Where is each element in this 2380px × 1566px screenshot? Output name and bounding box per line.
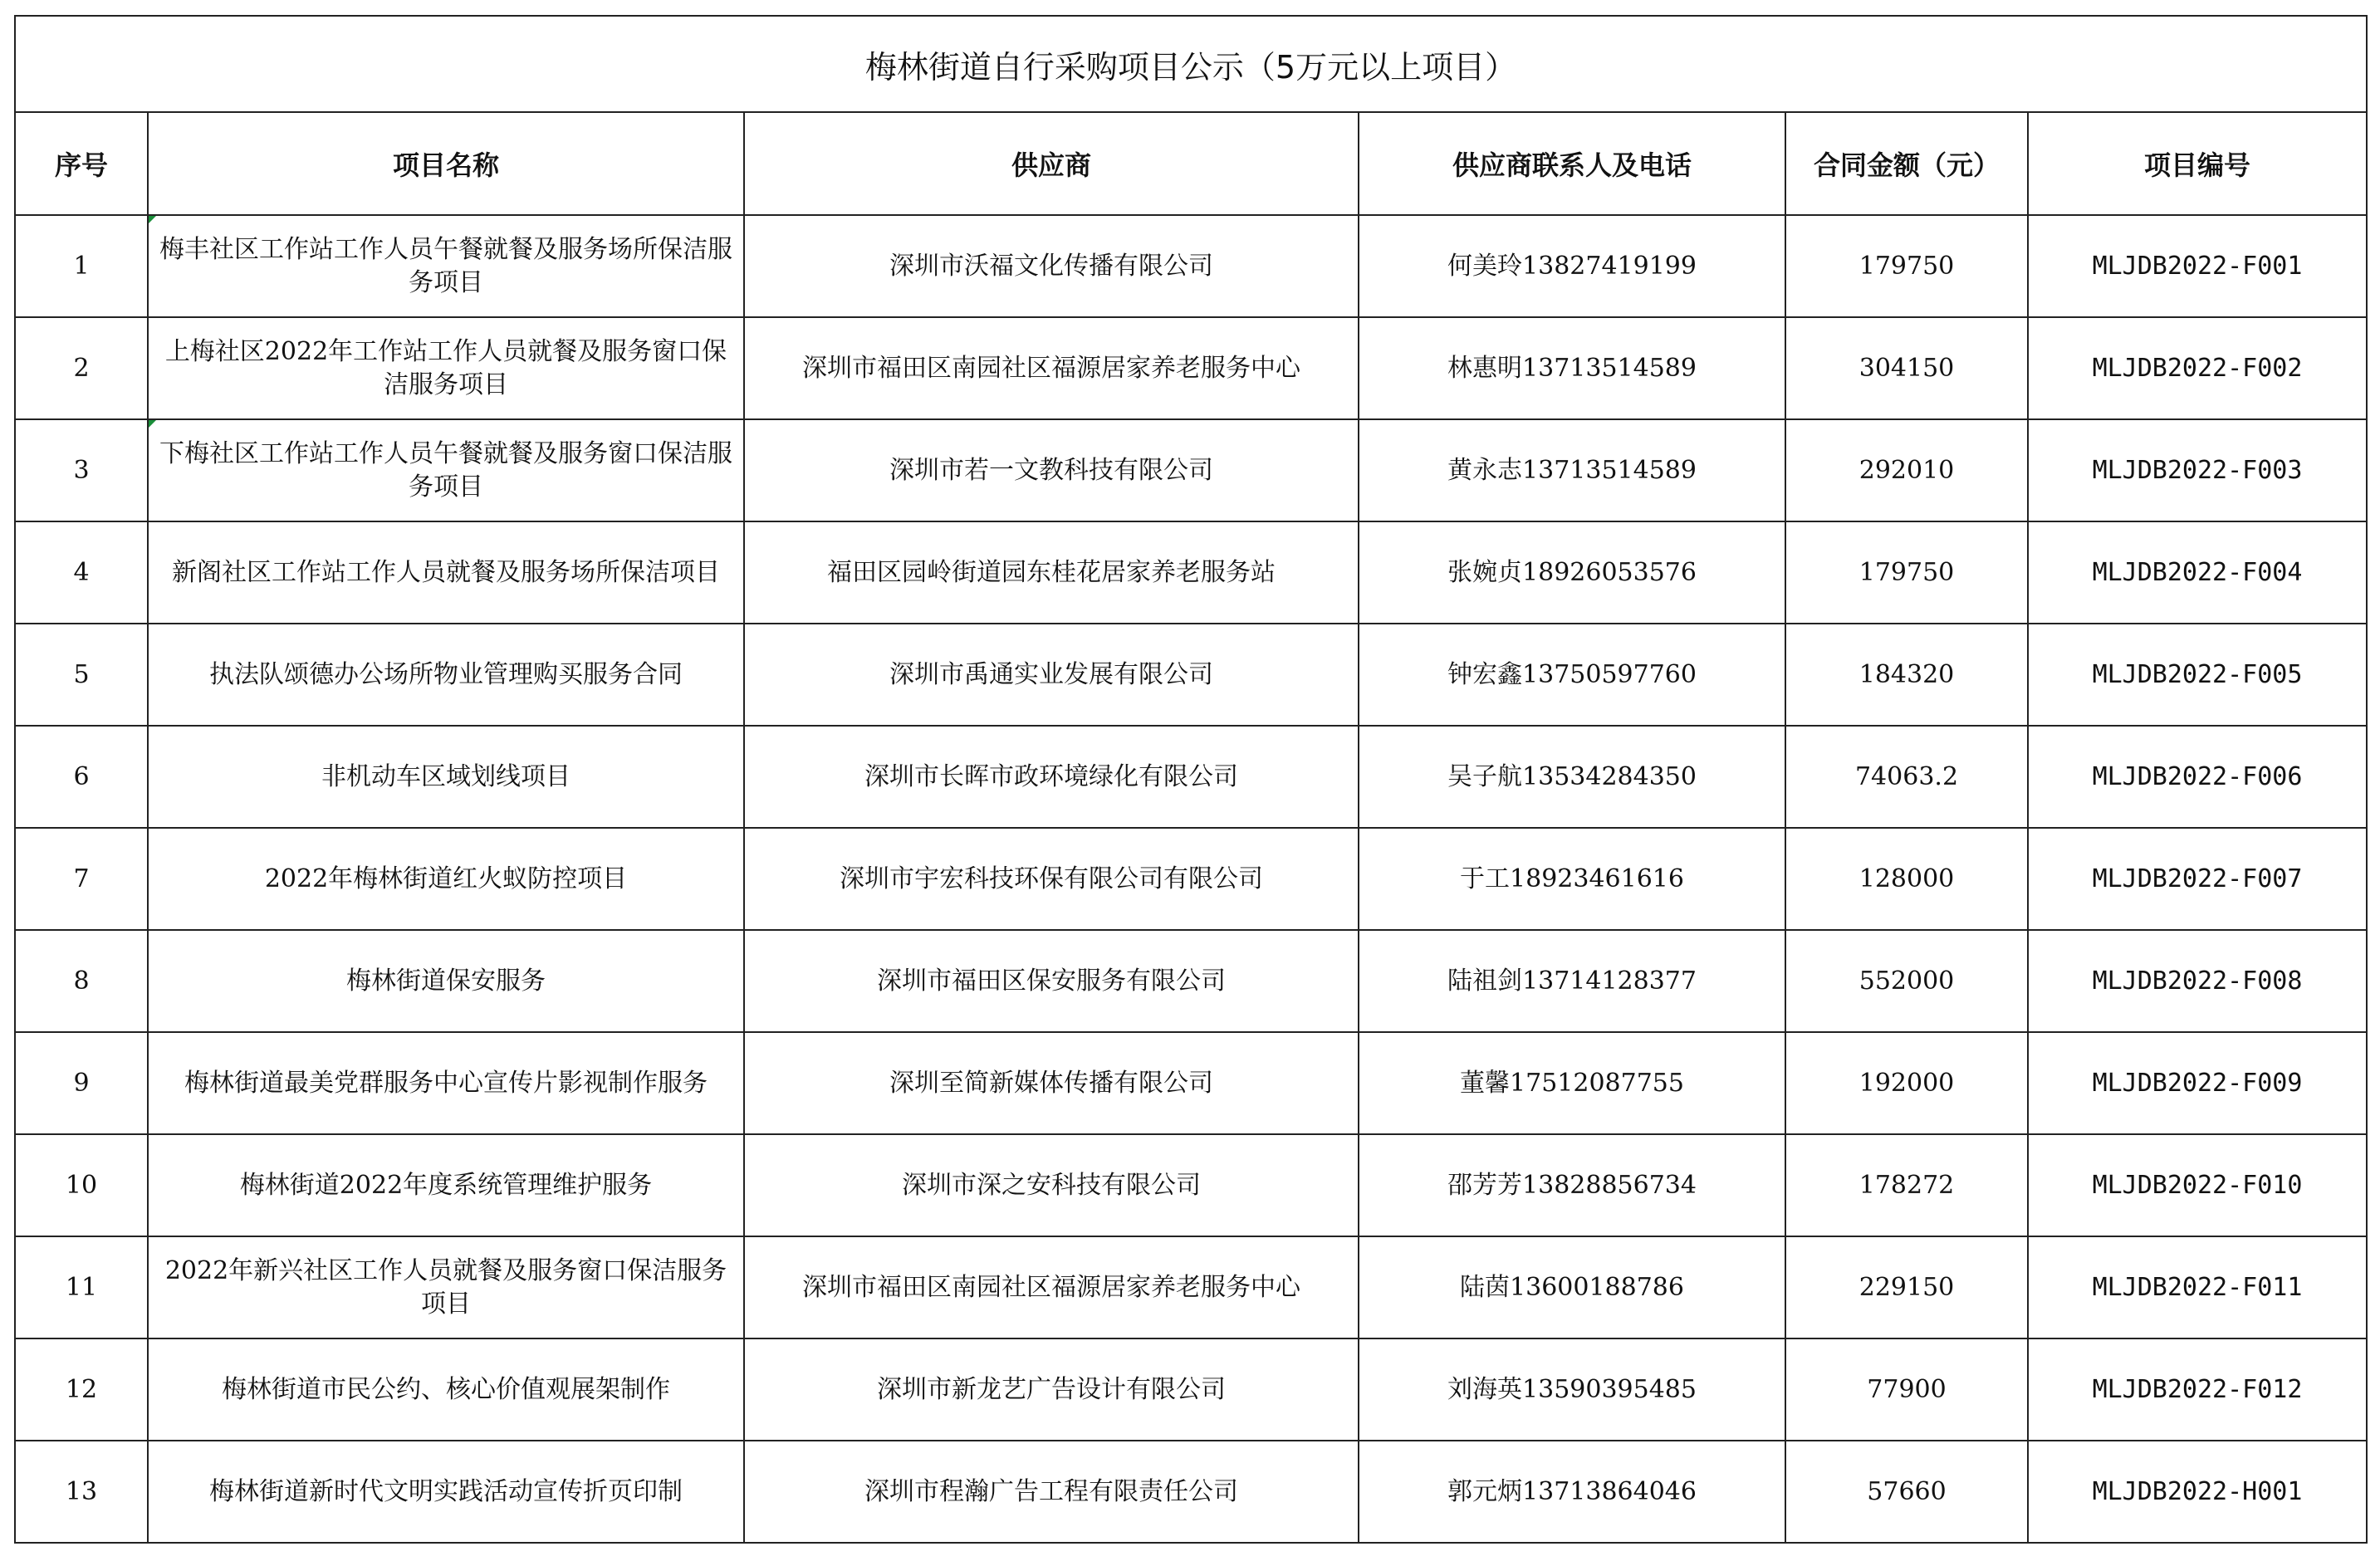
- supplier-name-text: 深圳市福田区保安服务有限公司: [877, 966, 1226, 996]
- project-name-text: 上梅社区2022年工作站工作人员就餐及服务窗口保洁服务项目: [164, 336, 727, 399]
- table-row: [15, 521, 2367, 624]
- project-name-text: 2022年新兴社区工作人员就餐及服务窗口保洁服务项目: [164, 1255, 727, 1319]
- supplier-name-text: 深圳市福田区南园社区福源居家养老服务中心: [802, 353, 1300, 383]
- project-name-text: 2022年梅林街道红火蚁防控项目: [264, 864, 628, 893]
- row-index-text: 8: [73, 966, 90, 996]
- project-code: [2028, 317, 2367, 419]
- table-row: [15, 828, 2367, 930]
- project-name: [148, 1032, 744, 1134]
- project-name: [148, 419, 744, 521]
- project-name: [148, 1441, 744, 1543]
- title-row: [15, 16, 2367, 112]
- table-row: [15, 930, 2367, 1032]
- contract-amount: [1785, 1338, 2028, 1441]
- row-index-text: 7: [73, 864, 90, 893]
- project-name: [148, 726, 744, 828]
- project-name: [148, 828, 744, 930]
- project-code-text: MLJDB2022-F009: [2092, 1068, 2303, 1098]
- table-row: [15, 317, 2367, 419]
- supplier-contact-text: 邵芳芳13828856734: [1447, 1170, 1697, 1200]
- project-name-text: 梅林街道2022年度系统管理维护服务: [239, 1170, 653, 1200]
- project-name-text: 梅林街道新时代文明实践活动宣传折页印制: [209, 1476, 683, 1506]
- comment-marker-icon: [149, 216, 156, 223]
- supplier-contact: [1359, 317, 1785, 419]
- project-code: [2028, 215, 2367, 317]
- project-name-text: 下梅社区工作站工作人员午餐就餐及服务窗口保洁服务项目: [159, 438, 732, 502]
- supplier-name: [744, 317, 1359, 419]
- supplier-name-text: 深圳市长晖市政环境绿化有限公司: [864, 761, 1238, 791]
- contract-amount: [1785, 726, 2028, 828]
- header-project-code: 项目编号: [2028, 112, 2367, 215]
- project-code-text: MLJDB2022-F002: [2092, 353, 2303, 383]
- supplier-name: [744, 1338, 1359, 1441]
- table-row: [15, 1134, 2367, 1236]
- supplier-contact-text: 郭元炳13713864046: [1447, 1476, 1697, 1506]
- contract-amount: [1785, 930, 2028, 1032]
- project-name-text: 梅林街道最美党群服务中心宣传片影视制作服务: [184, 1068, 708, 1098]
- supplier-contact-text: 张婉贞18926053576: [1447, 557, 1697, 587]
- project-code: [2028, 521, 2367, 624]
- row-index-text: 2: [73, 353, 90, 383]
- contract-amount: [1785, 828, 2028, 930]
- contract-amount: [1785, 1134, 2028, 1236]
- header-contact: 供应商联系人及电话: [1359, 112, 1785, 215]
- supplier-contact-text: 钟宏鑫13750597760: [1447, 659, 1697, 689]
- row-index: [15, 726, 148, 828]
- contract-amount-text: 304150: [1858, 353, 1955, 383]
- row-index: [15, 419, 148, 521]
- row-index-text: 9: [73, 1068, 90, 1098]
- row-index: [15, 930, 148, 1032]
- supplier-contact: [1359, 1441, 1785, 1543]
- project-code: [2028, 726, 2367, 828]
- comment-marker-icon: [149, 420, 156, 428]
- supplier-name-text: 深圳市禹通实业发展有限公司: [889, 659, 1213, 689]
- project-code-text: MLJDB2022-F006: [2092, 761, 2303, 791]
- project-name: [148, 1338, 744, 1441]
- row-index-text: 12: [65, 1374, 98, 1404]
- table-row: [15, 624, 2367, 726]
- table-row: [15, 419, 2367, 521]
- supplier-contact: [1359, 521, 1785, 624]
- supplier-contact: [1359, 624, 1785, 726]
- header-amount: 合同金额（元）: [1785, 112, 2028, 215]
- procurement-table: [14, 15, 2368, 1544]
- contract-amount-text: 552000: [1858, 966, 1955, 996]
- supplier-contact: [1359, 1236, 1785, 1338]
- supplier-contact: [1359, 1032, 1785, 1134]
- project-code-text: MLJDB2022-F010: [2092, 1170, 2303, 1200]
- project-code: [2028, 1134, 2367, 1236]
- contract-amount: [1785, 1236, 2028, 1338]
- supplier-contact-text: 黄永志13713514589: [1447, 455, 1697, 485]
- supplier-name: [744, 1441, 1359, 1543]
- contract-amount: [1785, 1032, 2028, 1134]
- project-name-text: 非机动车区域划线项目: [321, 761, 571, 791]
- project-name: [148, 1134, 744, 1236]
- contract-amount: [1785, 624, 2028, 726]
- row-index-text: 6: [73, 761, 90, 791]
- project-name-text: 梅丰社区工作站工作人员午餐就餐及服务场所保洁服务项目: [159, 234, 732, 297]
- supplier-name-text: 深圳市深之安科技有限公司: [902, 1170, 1201, 1200]
- row-index-text: 10: [65, 1170, 98, 1200]
- project-code-text: MLJDB2022-F003: [2092, 455, 2303, 485]
- supplier-name: [744, 930, 1359, 1032]
- row-index: [15, 624, 148, 726]
- project-code: [2028, 1032, 2367, 1134]
- supplier-name-text: 深圳至简新媒体传播有限公司: [889, 1068, 1213, 1098]
- row-index: [15, 1134, 148, 1236]
- supplier-contact: [1359, 215, 1785, 317]
- supplier-name: [744, 726, 1359, 828]
- project-name: [148, 215, 744, 317]
- table-row: [15, 1338, 2367, 1441]
- row-index: [15, 317, 148, 419]
- supplier-contact-text: 陆祖剑13714128377: [1447, 966, 1697, 996]
- supplier-contact-text: 董馨17512087755: [1460, 1068, 1684, 1098]
- table-row: [15, 1441, 2367, 1543]
- project-code-text: MLJDB2022-F004: [2092, 557, 2303, 587]
- project-code-text: MLJDB2022-F005: [2092, 659, 2303, 689]
- row-index: [15, 1236, 148, 1338]
- supplier-name: [744, 1134, 1359, 1236]
- project-name-text: 梅林街道市民公约、核心价值观展架制作: [222, 1374, 670, 1404]
- contract-amount-text: 192000: [1858, 1068, 1955, 1098]
- table-row: [15, 726, 2367, 828]
- project-code: [2028, 1338, 2367, 1441]
- row-index: [15, 1338, 148, 1441]
- contract-amount: [1785, 215, 2028, 317]
- supplier-name-text: 深圳市程瀚广告工程有限责任公司: [864, 1476, 1238, 1506]
- project-code-text: MLJDB2022-H001: [2092, 1476, 2303, 1506]
- supplier-name: [744, 624, 1359, 726]
- row-index-text: 11: [65, 1272, 98, 1302]
- supplier-contact: [1359, 419, 1785, 521]
- row-index-text: 3: [73, 455, 90, 485]
- supplier-contact-text: 何美玲13827419199: [1447, 251, 1697, 281]
- project-code: [2028, 828, 2367, 930]
- header-supplier: 供应商: [744, 112, 1359, 215]
- contract-amount-text: 128000: [1858, 864, 1955, 893]
- project-code: [2028, 624, 2367, 726]
- project-code: [2028, 930, 2367, 1032]
- contract-amount-text: 179750: [1858, 557, 1955, 587]
- project-name-text: 新阁社区工作站工作人员就餐及服务场所保洁项目: [172, 557, 720, 587]
- row-index-text: 4: [73, 557, 90, 587]
- contract-amount-text: 292010: [1858, 455, 1955, 485]
- contract-amount-text: 77900: [1867, 1374, 1947, 1404]
- contract-amount-text: 57660: [1867, 1476, 1947, 1506]
- supplier-contact: [1359, 930, 1785, 1032]
- supplier-name: [744, 828, 1359, 930]
- project-code: [2028, 1441, 2367, 1543]
- project-code: [2028, 1236, 2367, 1338]
- supplier-name-text: 深圳市宇宏科技环保有限公司有限公司: [840, 864, 1263, 893]
- header-row: [15, 112, 2367, 215]
- supplier-name: [744, 1236, 1359, 1338]
- table-row: [15, 1236, 2367, 1338]
- supplier-name-text: 深圳市新龙艺广告设计有限公司: [877, 1374, 1226, 1404]
- contract-amount: [1785, 521, 2028, 624]
- project-code-text: MLJDB2022-F012: [2092, 1374, 2303, 1404]
- table-row: [15, 215, 2367, 317]
- header-project-name: 项目名称: [148, 112, 744, 215]
- row-index-text: 1: [73, 251, 90, 281]
- row-index-text: 13: [65, 1476, 98, 1506]
- page-title: 梅林街道自行采购项目公示（5万元以上项目）: [15, 16, 2367, 112]
- contract-amount: [1785, 317, 2028, 419]
- project-code-text: MLJDB2022-F001: [2092, 251, 2303, 281]
- supplier-contact-text: 吴子航13534284350: [1447, 761, 1697, 791]
- row-index: [15, 521, 148, 624]
- supplier-name: [744, 1032, 1359, 1134]
- supplier-name: [744, 419, 1359, 521]
- project-name-text: 梅林街道保安服务: [346, 966, 546, 996]
- project-code: [2028, 419, 2367, 521]
- supplier-contact: [1359, 726, 1785, 828]
- supplier-contact-text: 刘海英13590395485: [1447, 1374, 1697, 1404]
- contract-amount-text: 74063.2: [1854, 761, 1959, 791]
- supplier-name: [744, 215, 1359, 317]
- contract-amount-text: 178272: [1858, 1170, 1955, 1200]
- supplier-name-text: 深圳市福田区南园社区福源居家养老服务中心: [802, 1272, 1300, 1302]
- table-row: [15, 1032, 2367, 1134]
- supplier-contact: [1359, 828, 1785, 930]
- project-code-text: MLJDB2022-F008: [2092, 966, 2303, 996]
- project-code-text: MLJDB2022-F007: [2092, 864, 2303, 893]
- supplier-name-text: 深圳市沃福文化传播有限公司: [889, 251, 1213, 281]
- project-name: [148, 930, 744, 1032]
- project-name-text: 执法队颂德办公场所物业管理购买服务合同: [209, 659, 683, 689]
- project-name: [148, 1236, 744, 1338]
- contract-amount-text: 184320: [1858, 659, 1955, 689]
- project-name: [148, 521, 744, 624]
- supplier-contact-text: 陆茵13600188786: [1460, 1272, 1684, 1302]
- row-index-text: 5: [73, 659, 90, 689]
- header-index: 序号: [15, 112, 148, 215]
- row-index: [15, 1441, 148, 1543]
- contract-amount-text: 229150: [1858, 1272, 1955, 1302]
- supplier-name-text: 福田区园岭街道园东桂花居家养老服务站: [827, 557, 1276, 587]
- supplier-contact: [1359, 1134, 1785, 1236]
- supplier-name-text: 深圳市若一文教科技有限公司: [889, 455, 1213, 485]
- contract-amount: [1785, 1441, 2028, 1543]
- row-index: [15, 215, 148, 317]
- project-code-text: MLJDB2022-F011: [2092, 1272, 2303, 1302]
- supplier-name: [744, 521, 1359, 624]
- row-index: [15, 828, 148, 930]
- row-index: [15, 1032, 148, 1134]
- contract-amount-text: 179750: [1858, 251, 1955, 281]
- supplier-contact-text: 林惠明13713514589: [1447, 353, 1697, 383]
- supplier-contact: [1359, 1338, 1785, 1441]
- supplier-contact-text: 于工18923461616: [1460, 864, 1684, 893]
- contract-amount: [1785, 419, 2028, 521]
- project-name: [148, 317, 744, 419]
- project-name: [148, 624, 744, 726]
